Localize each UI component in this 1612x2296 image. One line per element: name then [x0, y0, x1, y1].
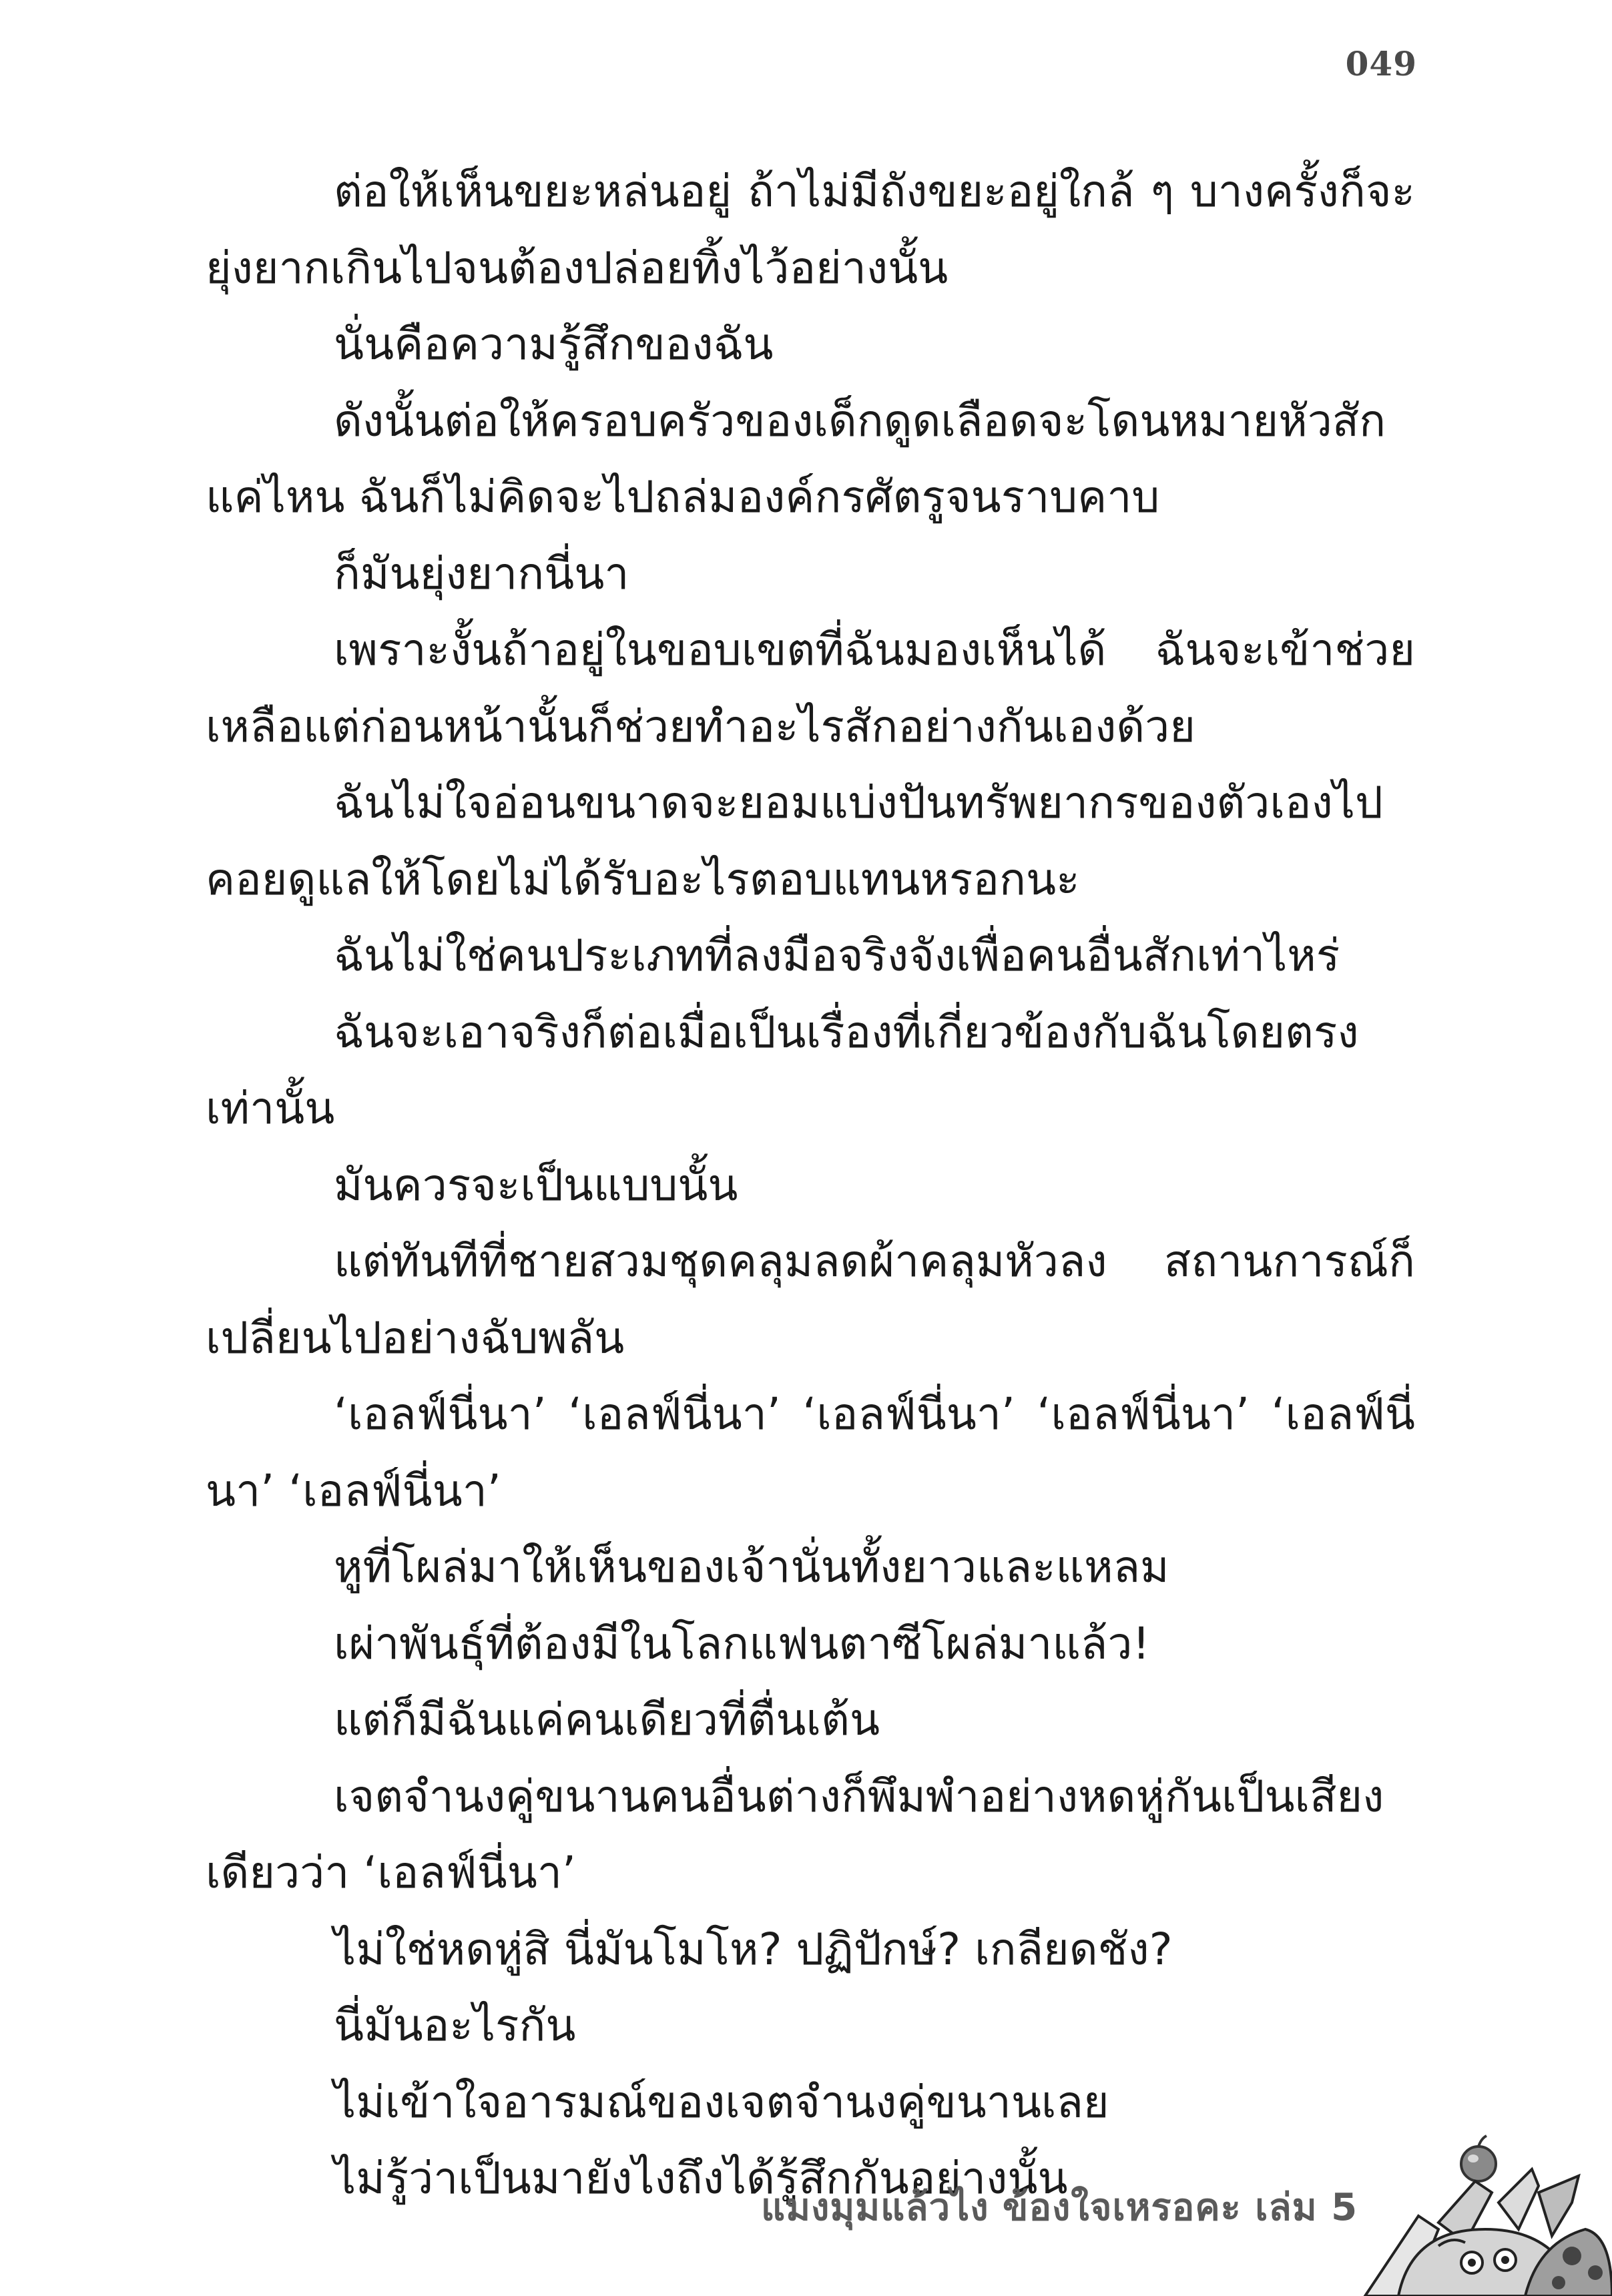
paragraph: เผ่าพันธุ์ที่ต้องมีในโลกแฟนตาซีโผล่มาแล้ว!: [334, 1617, 1150, 1669]
footer-book-title: แมงมุมแล้วไง ข้องใจเหรอคะ เล่ม 5: [761, 2186, 1358, 2229]
paragraph: เจตจำนงคู่ขนานคนอื่นต่างก็พึมพำอย่างหดหู่กันเป็นเสียงเดียวว่า ‘เอลฟ์นี่นา’: [206, 1770, 1384, 1898]
paragraph: มันควรจะเป็นแบบนั้น: [334, 1159, 738, 1211]
paragraph: นั่นคือความรู้สึกของฉัน: [334, 318, 774, 370]
paragraph: นี่มันอะไรกัน: [334, 2000, 576, 2051]
paragraph: ฉันจะเอาจริงก็ต่อเมื่อเป็นเรื่องที่เกี่ยวข้องกับฉันโดยตรงเท่านั้น: [206, 1006, 1359, 1134]
paragraph: ไม่รู้ว่าเป็นมายังไงถึงได้รู้สึกกันอย่างนั้น: [334, 2152, 1068, 2204]
body-text: [206, 154, 1415, 2217]
paragraph: ดังนั้นต่อให้ครอบครัวของเด็กดูดเลือดจะโดนหมายหัวสักแค่ไหน ฉันก็ไม่คิดจะไปถล่มองค์กรศัตรูจนราบคาบ: [206, 394, 1386, 523]
page-number: 049: [1345, 44, 1417, 83]
paragraph: ฉันไม่ใช่คนประเภทที่ลงมือจริงจังเพื่อคนอื่นสักเท่าไหร่: [334, 930, 1340, 981]
paragraph: ก็มันยุ่งยากนี่นา: [334, 547, 629, 599]
paragraph: แต่ทันทีที่ชายสวมชุดคลุมลดผ้าคลุมหัวลง สถานการณ์ก็เปลี่ยนไปอย่างฉับพลัน: [206, 1235, 1415, 1364]
paragraph: หูที่โผล่มาให้เห็นของเจ้านั่นทั้งยาวและแหลม: [334, 1541, 1169, 1593]
paragraph: ไม่ใช่หดหู่สิ นี่มันโมโห? ปฏิปักษ์? เกลียดชัง?: [334, 1923, 1173, 1975]
paragraph: แต่ก็มีฉันแค่คนเดียวที่ตื่นเต้น: [334, 1694, 880, 1745]
paragraph: ไม่เข้าใจอารมณ์ของเจตจำนงคู่ขนานเลย: [334, 2076, 1109, 2128]
paragraph: ‘เอลฟ์นี่นา’ ‘เอลฟ์นี่นา’ ‘เอลฟ์นี่นา’ ‘เอลฟ์นี่นา’ ‘เอลฟ์นี่นา’ ‘เอลฟ์นี่นา’: [206, 1388, 1415, 1516]
paragraph: ฉันไม่ใจอ่อนขนาดจะยอมแบ่งปันทรัพยากรของตัวเองไปคอยดูแลให้โดยไม่ได้รับอะไรตอบแทนหรอกนะ: [206, 777, 1383, 905]
paragraph: ต่อให้เห็นขยะหล่นอยู่ ถ้าไม่มีถังขยะอยู่ใกล้ ๆ บางครั้งก็จะยุ่งยากเกินไปจนต้องปล่อยทิ้งไว้อย่างนั้น: [206, 166, 1415, 294]
paragraph: เพราะงั้นถ้าอยู่ในขอบเขตที่ฉันมองเห็นได้ ฉันจะเข้าช่วยเหลือแต่ก่อนหน้านั้นก็ช่วยทำอะไรสักอย่างกันเองด้วย: [206, 624, 1415, 752]
spider-mascot-illustration: [1338, 2129, 1612, 2296]
